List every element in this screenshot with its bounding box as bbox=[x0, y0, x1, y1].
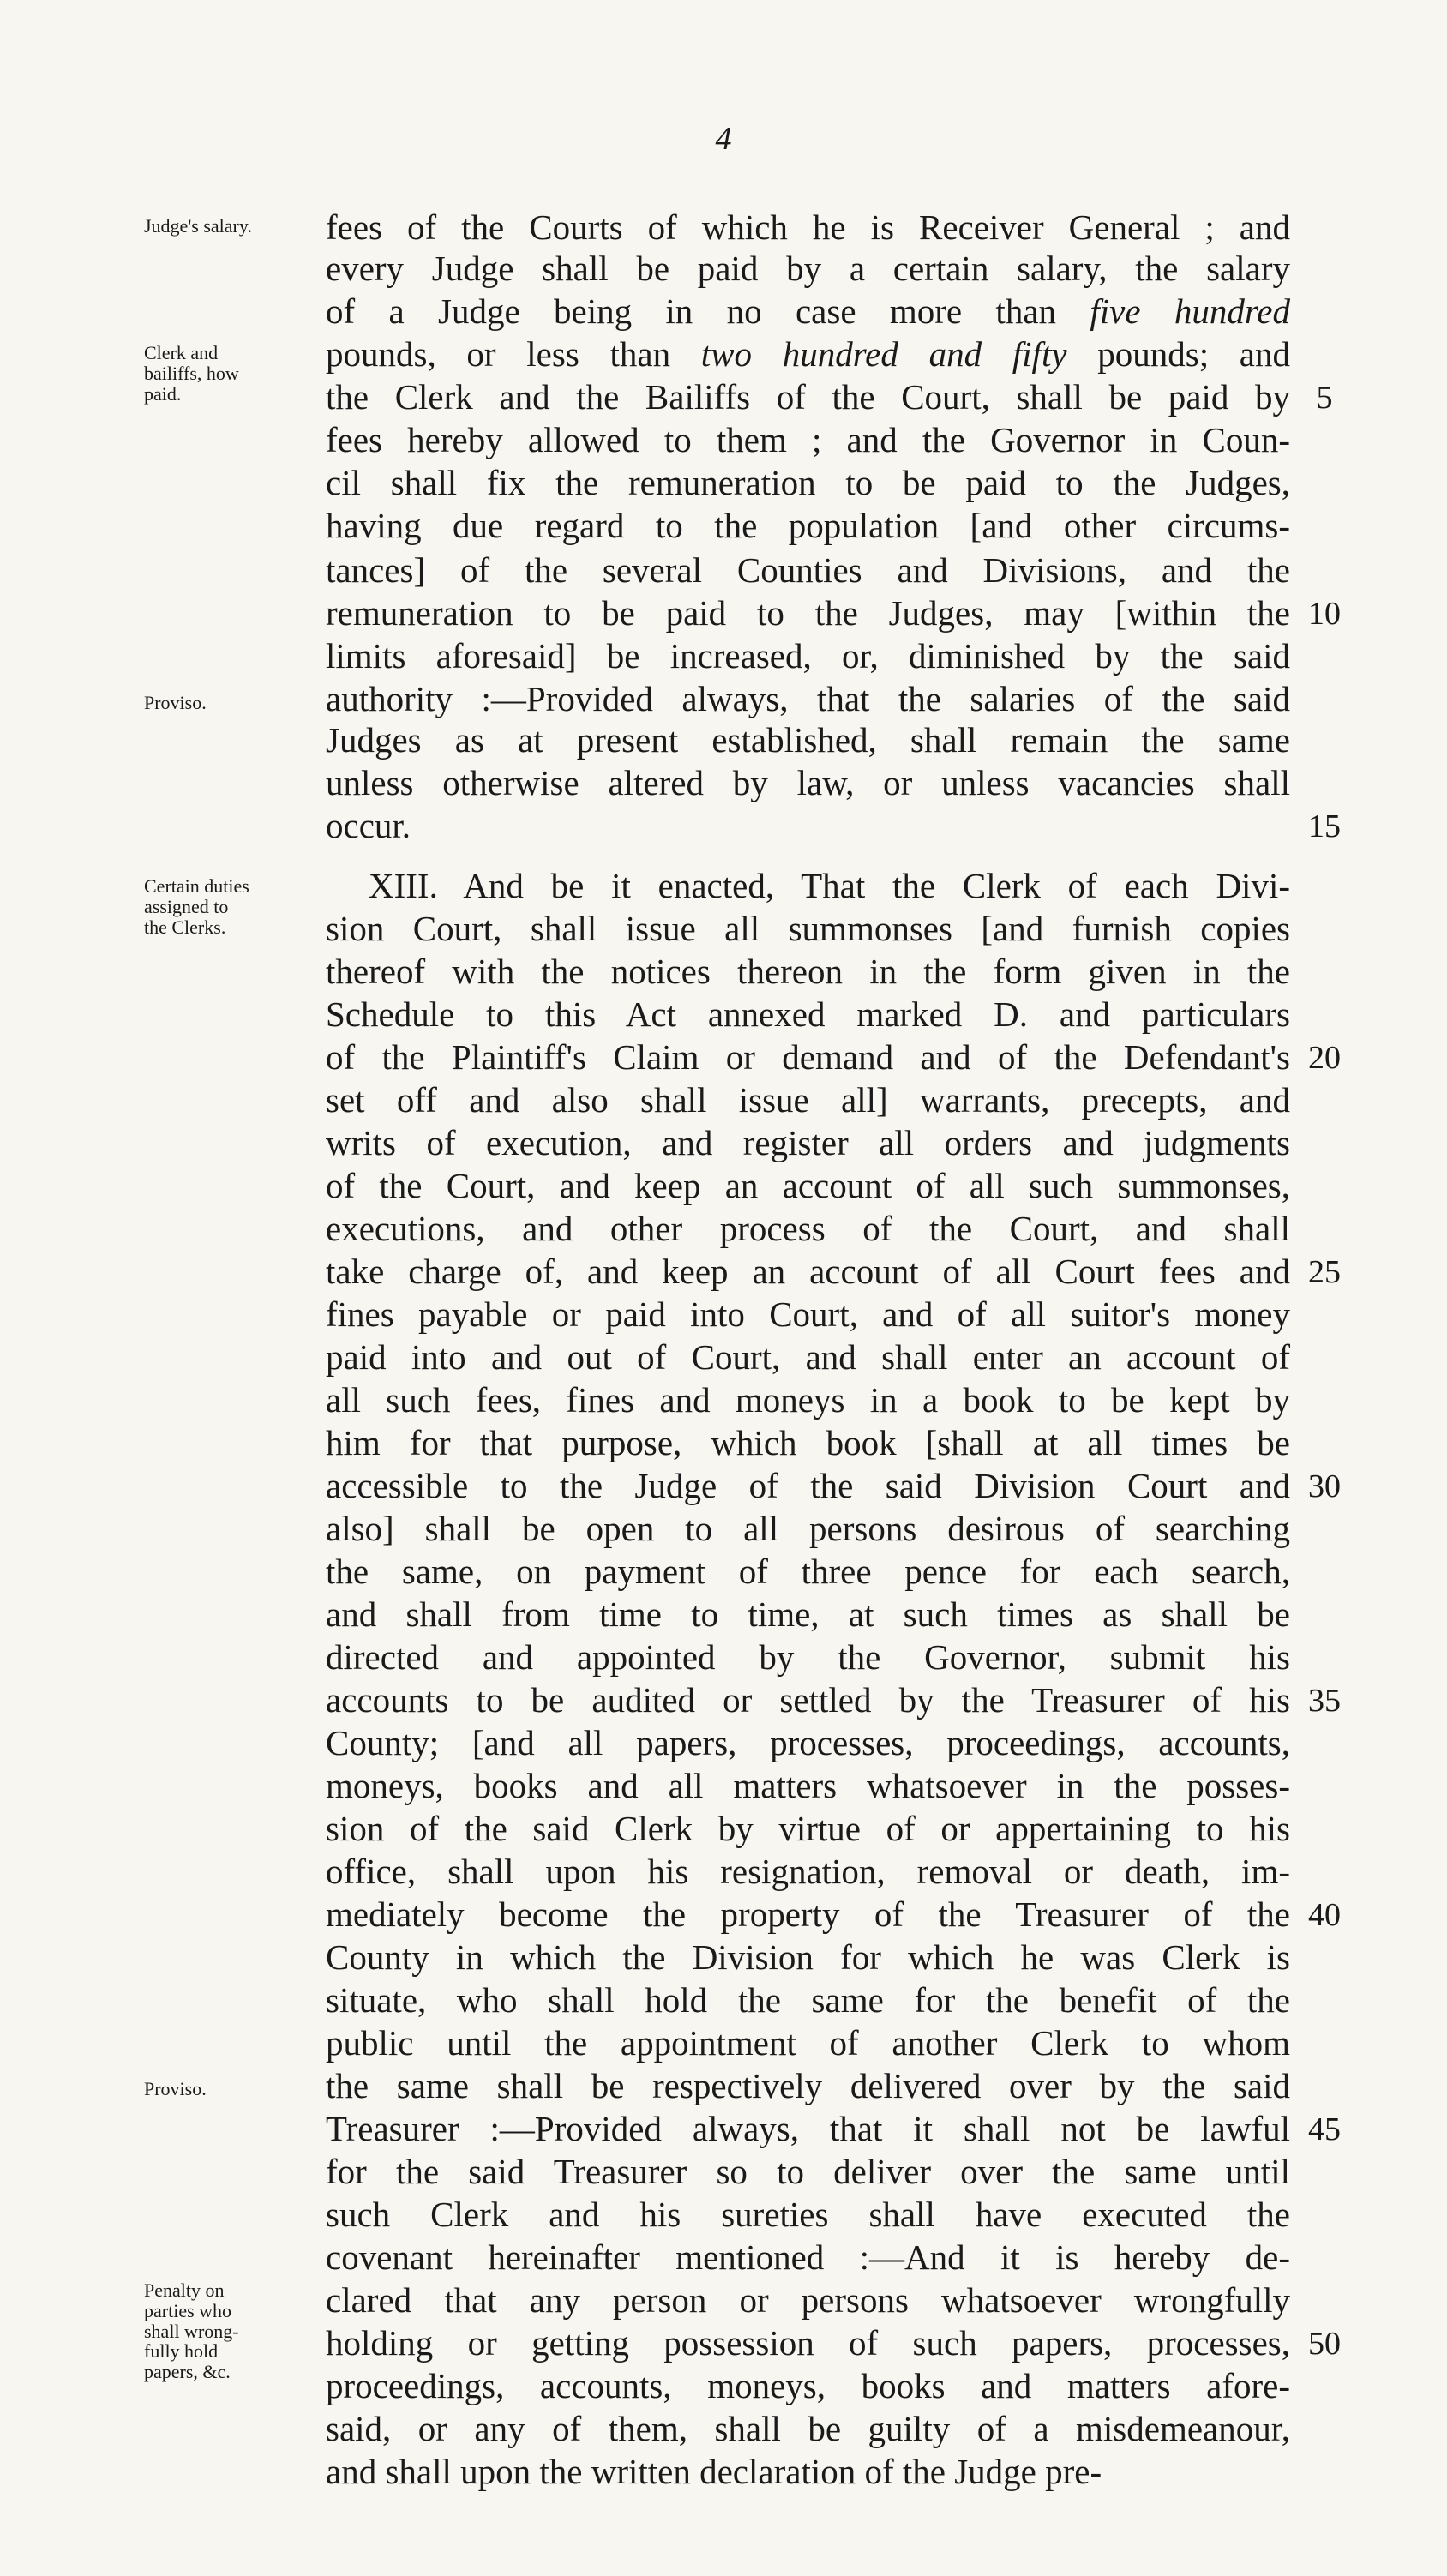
body-line: unless otherwise altered by law, or unless vacancies shall bbox=[326, 763, 1290, 802]
body-line: proceedings, accounts, moneys, books and matters afore- bbox=[326, 2366, 1290, 2405]
margin-note-judges-salary bbox=[144, 216, 307, 237]
margin-note-line: shall wrong- bbox=[144, 2320, 239, 2342]
body-line: the same, on payment of three pence for each search, bbox=[326, 1552, 1290, 1591]
body-line: tances] of the several Counties and Divisions, and the bbox=[326, 550, 1290, 590]
margin-note-penalty bbox=[144, 2280, 307, 2382]
line-number: 15 bbox=[1308, 808, 1341, 844]
line-number: 5 bbox=[1316, 380, 1333, 416]
body-line bbox=[326, 334, 1291, 378]
margin-note-line: Proviso. bbox=[144, 692, 207, 713]
body-line: the Clerk and the Bailiffs of the Court, shall be paid by bbox=[326, 377, 1290, 417]
body-line: fees hereby allowed to them ; and the Governor in Coun- bbox=[326, 420, 1290, 459]
body-line: the same shall be respectively delivered over by the said bbox=[326, 2066, 1290, 2105]
margin-note-line: Certain duties bbox=[144, 875, 249, 897]
italic-text: two hundred and fifty bbox=[700, 334, 1067, 374]
page-number: 4 bbox=[715, 121, 732, 157]
line-number: 25 bbox=[1308, 1254, 1341, 1290]
margin-note-line: Penalty on bbox=[144, 2279, 225, 2301]
margin-note-clerk-and-bailiffs bbox=[144, 343, 307, 404]
body-line: cil shall fix the remuneration to be paid to the Judges, bbox=[326, 463, 1290, 502]
margin-note-line: assigned to bbox=[144, 895, 229, 917]
body-line: covenant hereinafter mentioned :—And it is hereby de- bbox=[326, 2237, 1290, 2277]
margin-note-line: parties who bbox=[144, 2299, 232, 2321]
body-line: paid into and out of Court, and shall enter an account of bbox=[326, 1337, 1290, 1377]
body-line: of the Plaintiff's Claim or demand and of the Defendant's bbox=[326, 1037, 1290, 1077]
italic-text: five hundred bbox=[1090, 291, 1291, 331]
body-line: writs of execution, and register all orders and judgments bbox=[326, 1123, 1290, 1162]
body-line: such Clerk and his sureties shall have executed the bbox=[326, 2195, 1290, 2234]
body-line: all such fees, fines and moneys in a book to be kept by bbox=[326, 1380, 1290, 1420]
line-number: 35 bbox=[1308, 1683, 1341, 1719]
body-line: and shall from time to time, at such times as shall be bbox=[326, 1594, 1290, 1634]
line-number: 50 bbox=[1308, 2326, 1341, 2362]
body-line: fines payable or paid into Court, and of all suitor's money bbox=[326, 1294, 1290, 1334]
margin-note-line: papers, &c. bbox=[144, 2361, 231, 2382]
body-line: clared that any person or persons whatsoever wrongfully bbox=[326, 2280, 1290, 2320]
body-line: accessible to the Judge of the said Division Court and bbox=[326, 1466, 1290, 1505]
body-line: for the said Treasurer so to deliver over the same until bbox=[326, 2152, 1290, 2191]
margin-note-line: bailiffs, how bbox=[144, 362, 239, 384]
body-line: take charge of, and keep an account of all Court fees and bbox=[326, 1252, 1290, 1291]
text-segment: pounds; and bbox=[1066, 334, 1291, 374]
margin-note-line: paid. bbox=[144, 382, 182, 405]
body-line: sion of the said Clerk by virtue of or appertaining to his bbox=[326, 1809, 1290, 1848]
body-line: remuneration to be paid to the Judges, may [within the bbox=[326, 593, 1290, 633]
body-line: Schedule to this Act annexed marked D. and particulars bbox=[326, 994, 1290, 1034]
body-line: every Judge shall be paid by a certain salary, the salary bbox=[326, 249, 1290, 288]
body-line: executions, and other process of the Court, and shall bbox=[326, 1209, 1290, 1248]
body-line: XIII. And be it enacted, That the Clerk of each Divi- bbox=[369, 866, 1290, 905]
line-number: 30 bbox=[1308, 1468, 1341, 1504]
body-line: public until the appointment of another Clerk to whom bbox=[326, 2023, 1290, 2063]
body-line: fees of the Courts of which he is Receiver General ; and bbox=[326, 207, 1290, 247]
line-number: 10 bbox=[1308, 596, 1341, 632]
body-line: accounts to be audited or settled by the Treasurer of his bbox=[326, 1680, 1290, 1720]
body-line: and shall upon the written declaration of the Judge pre- bbox=[326, 2452, 1102, 2491]
body-line: County; [and all papers, processes, proceedings, accounts, bbox=[326, 1723, 1290, 1762]
body-line: office, shall upon his resignation, removal or death, im- bbox=[326, 1852, 1290, 1891]
body-line: situate, who shall hold the same for the benefit of the bbox=[326, 1980, 1290, 2020]
margin-note-proviso-1 bbox=[144, 693, 307, 713]
margin-note-line: fully hold bbox=[144, 2340, 219, 2363]
margin-note-line: Proviso. bbox=[144, 2078, 207, 2099]
margin-note-line: Judge's salary. bbox=[144, 215, 252, 237]
body-line: directed and appointed by the Governor, submit his bbox=[326, 1637, 1290, 1677]
body-line: thereof with the notices thereon in the form given in the bbox=[326, 952, 1290, 991]
body-line: holding or getting possession of such papers, processes, bbox=[326, 2323, 1290, 2363]
body-line: of the Court, and keep an account of all such summonses, bbox=[326, 1166, 1290, 1205]
body-line: mediately become the property of the Treasurer of the bbox=[326, 1894, 1290, 1934]
body-line: also] shall be open to all persons desirous of searching bbox=[326, 1509, 1290, 1548]
margin-note-line: Clerk and bbox=[144, 342, 219, 363]
line-number: 40 bbox=[1308, 1897, 1341, 1933]
margin-note-proviso-2 bbox=[144, 2079, 307, 2099]
margin-note-certain-duties bbox=[144, 876, 307, 937]
margin-note-line: the Clerks. bbox=[144, 916, 226, 938]
body-line: Treasurer :—Provided always, that it shall not be lawful bbox=[326, 2109, 1290, 2148]
text-segment: pounds, or less than bbox=[326, 334, 701, 374]
line-number: 20 bbox=[1308, 1040, 1341, 1076]
body-line: occur. bbox=[326, 806, 411, 845]
body-line: sion Court, shall issue all summonses [and furnish copies bbox=[326, 909, 1290, 948]
line-number: 45 bbox=[1308, 2111, 1341, 2147]
body-line: him for that purpose, which book [shall at all times be bbox=[326, 1423, 1290, 1462]
body-line: said, or any of them, shall be guilty of a misdemeanour, bbox=[326, 2409, 1290, 2448]
body-line: having due regard to the population [and other circums- bbox=[326, 506, 1290, 545]
body-line: County in which the Division for which he was Clerk is bbox=[326, 1937, 1290, 1977]
body-line: moneys, books and all matters whatsoever in the posses- bbox=[326, 1766, 1290, 1805]
body-line bbox=[326, 291, 1291, 335]
body-line: Judges as at present established, shall remain the same bbox=[326, 720, 1290, 760]
body-line: limits aforesaid] be increased, or, diminished by the said bbox=[326, 636, 1290, 676]
body-line: authority :—Provided always, that the salaries of the said bbox=[326, 679, 1290, 718]
body-line: set off and also shall issue all] warrants, precepts, and bbox=[326, 1080, 1290, 1120]
text-segment: of a Judge being in no case more than bbox=[326, 291, 1090, 331]
